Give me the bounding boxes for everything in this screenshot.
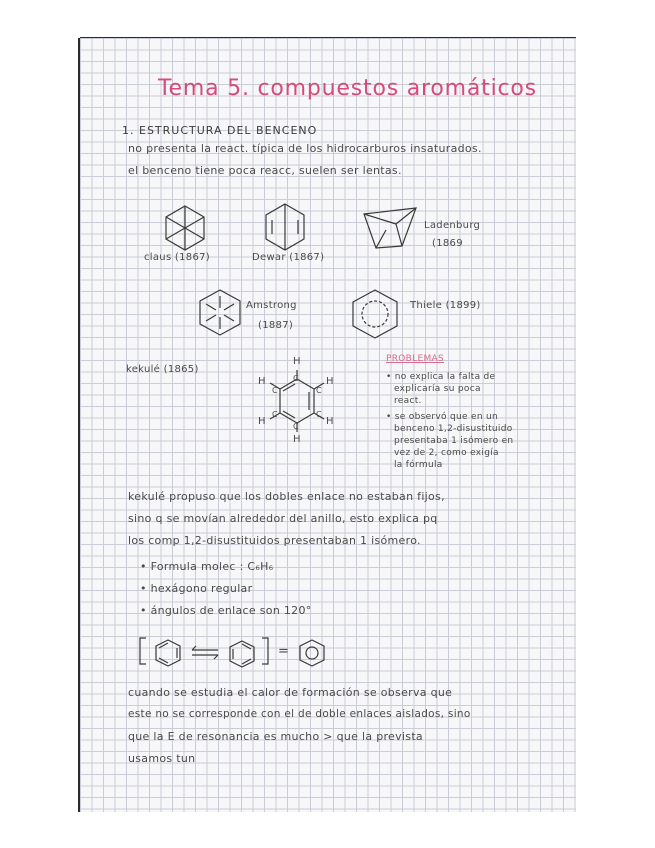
problem-2-line-1: • se observó que en un [386,412,499,422]
problem-2-line-4: vez de 2, como exigía [394,448,499,458]
problem-2-line-2: benceno 1,2-disustituido [394,424,513,434]
resonance-bracket-right [262,638,268,664]
dewar-structure [266,204,304,250]
closing-line-1: cuando se estudia el calor de formación se observa que [128,686,453,699]
atom-c-right-top: C [316,386,322,395]
section-heading: 1. ESTRUCTURA DEL BENCENO [122,124,318,137]
atom-c-right-bottom: C [316,410,322,419]
resonance-bracket-left [140,638,146,664]
bullet-3: • ángulos de enlace son 120° [140,604,312,617]
bullet-2: • hexágono regular [140,582,253,595]
atom-h-bottom: H [293,434,301,445]
thiele-structure [353,290,397,338]
kekule-text-line-1: kekulé propuso que los dobles enlace no estaban fijos, [128,490,445,503]
notebook-page [80,38,576,812]
closing-line-2: este no se corresponde con el de doble enlaces aislados, sino [128,708,471,720]
resonance-hexagon-1 [156,640,180,666]
thiele-label: Thiele (1899) [410,300,481,311]
closing-line-4: usamos tun [128,752,196,765]
resonance-arrow [192,646,218,659]
kekule-label: kekulé (1865) [126,364,199,375]
atom-c-left-top: C [272,386,278,395]
dewar-label: Dewar (1867) [252,252,325,263]
atom-h-left-bottom: H [258,416,266,427]
atom-h-left-top: H [258,376,266,387]
resonance-hexagon-circle [300,640,324,666]
atom-c-left-bottom: C [272,410,278,419]
atom-h-right-top: H [326,376,334,387]
problem-2-line-5: la fórmula [394,460,443,470]
intro-line-1: no presenta la react. típica de los hidrocarburos insaturados. [128,142,482,155]
resonance-hexagon-2 [230,641,254,667]
atom-c-top: C [293,374,299,383]
problem-1-line-2: explicaría su poca [394,384,481,394]
problem-1-line-1: • no explica la falta de [386,372,496,382]
armstrong-structure [200,290,240,335]
intro-line-2: el benceno tiene poca reacc, suelen ser lentas. [128,164,402,177]
resonance-equals: = [278,644,290,659]
atom-h-top: H [293,356,301,367]
problem-1-line-3: react. [394,396,422,406]
ladenburg-label: Ladenburg [424,220,481,231]
problem-2-line-3: presentaba 1 isómero en [394,436,514,446]
ladenburg-year: (1869 [432,238,463,249]
ladenburg-structure [364,208,416,248]
armstrong-label: Amstrong [246,300,297,311]
claus-label: claus (1867) [144,252,210,263]
bullet-1: • Formula molec : C₆H₆ [140,560,274,573]
kekule-text-line-2: sino q se movían alrededor del anillo, esto explica pq [128,512,438,525]
armstrong-year: (1887) [258,320,294,331]
page-title: Tema 5. compuestos aromáticos [158,76,537,101]
closing-line-3: que la E de resonancia es mucho > que la prevista [128,730,423,743]
atom-c-bottom: C [293,422,299,431]
problems-heading: PROBLEMAS [386,354,444,364]
atom-h-right-bottom: H [326,416,334,427]
kekule-text-line-3: los comp 1,2-disustituidos presentaban 1 isómero. [128,534,421,547]
claus-structure [166,206,204,250]
